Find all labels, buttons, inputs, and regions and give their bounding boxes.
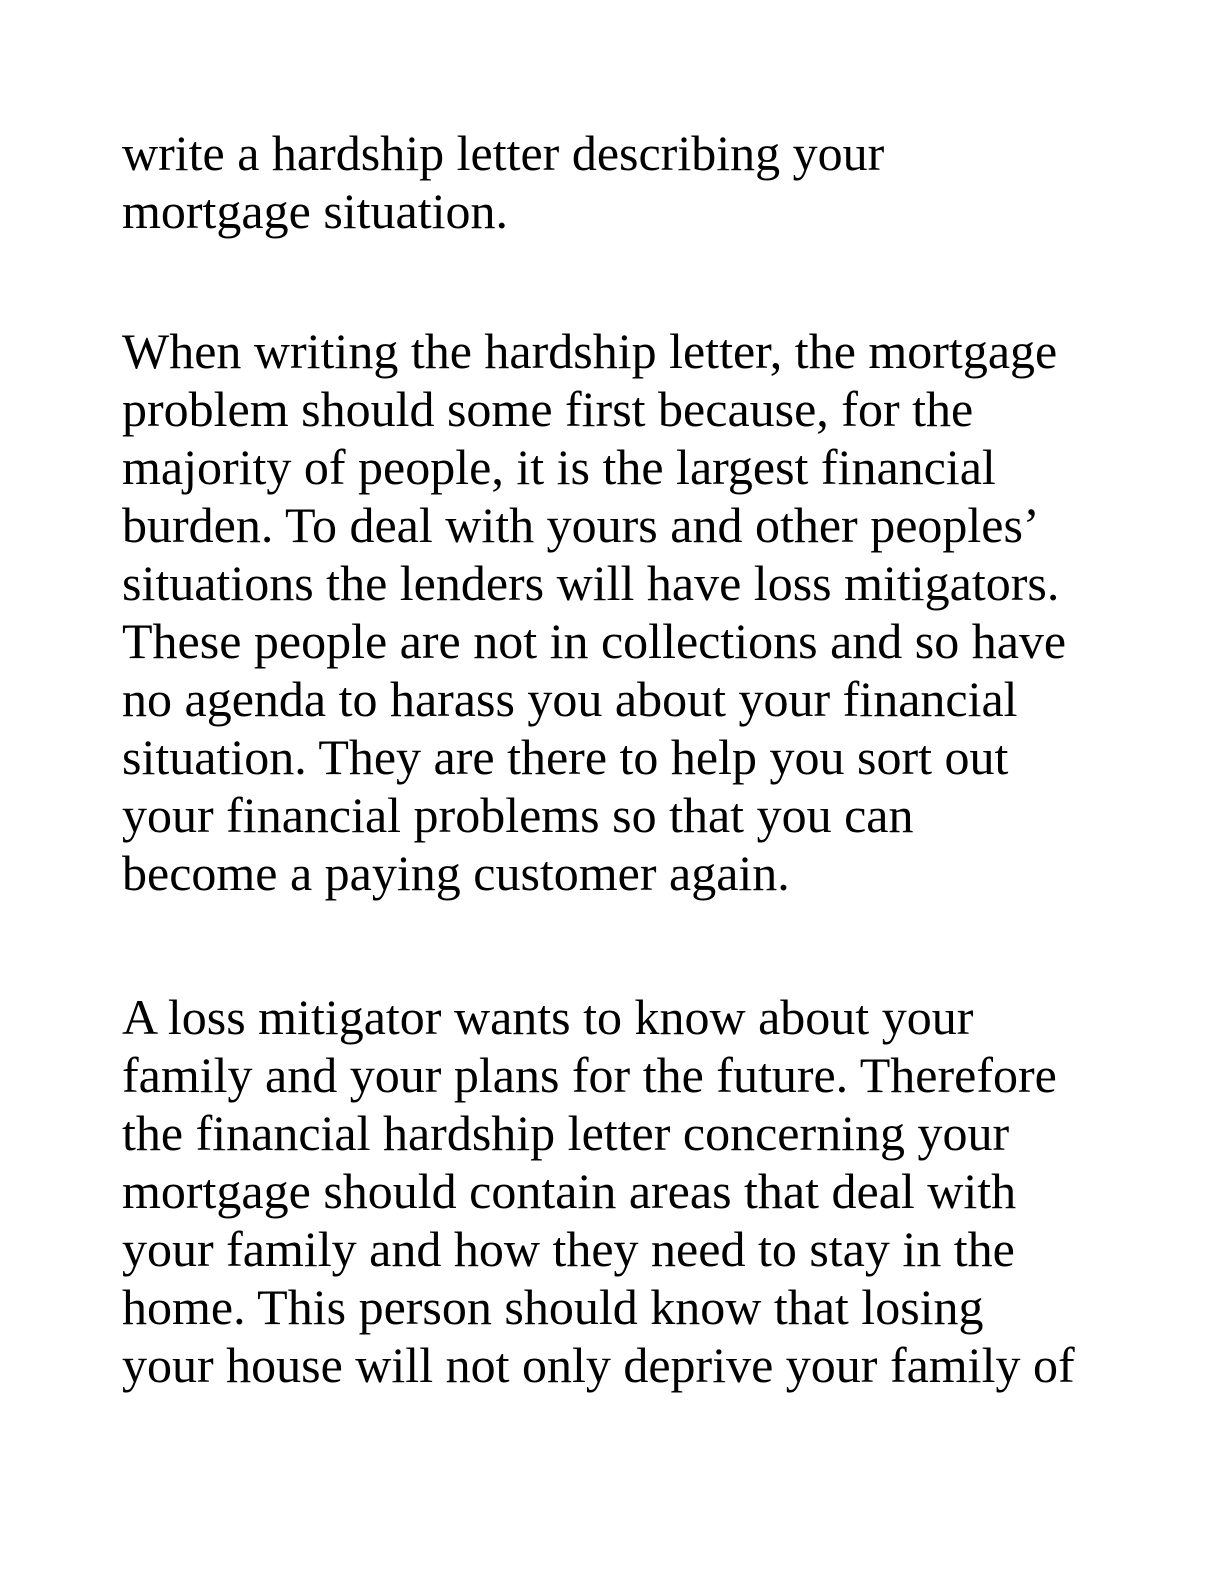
paragraph-line: home. This person should know that losing bbox=[122, 1279, 984, 1335]
paragraph-line: your family and how they need to stay in the bbox=[122, 1221, 1015, 1277]
paragraph-line: mortgage situation. bbox=[122, 183, 509, 239]
paragraph-line: your financial problems so that you can bbox=[122, 787, 914, 843]
paragraph-2 bbox=[122, 322, 1122, 902]
paragraph-line: the financial hardship letter concerning your bbox=[122, 1105, 1010, 1161]
paragraph-line: These people are not in collections and so have bbox=[122, 613, 1067, 669]
paragraph-line: become a paying customer again. bbox=[122, 845, 790, 901]
paragraph-line: A loss mitigator wants to know about your bbox=[122, 989, 974, 1045]
paragraph-line: no agenda to harass you about your financial bbox=[122, 671, 1018, 727]
paragraph-1 bbox=[122, 124, 1122, 240]
paragraph-line: your house will not only deprive your family of bbox=[122, 1337, 1075, 1393]
paragraph-line: situations the lenders will have loss mitigators. bbox=[122, 555, 1060, 611]
paragraph-line: When writing the hardship letter, the mortgage bbox=[122, 323, 1058, 379]
paragraph-line: problem should some first because, for the bbox=[122, 381, 974, 437]
paragraph-line: burden. To deal with yours and other peoples’ bbox=[122, 497, 1040, 553]
paragraph-3 bbox=[122, 988, 1122, 1394]
paragraph-line: situation. They are there to help you sort out bbox=[122, 729, 1009, 785]
paragraph-line: write a hardship letter describing your bbox=[122, 125, 885, 181]
paragraph-line: majority of people, it is the largest financial bbox=[122, 439, 996, 495]
paragraph-line: family and your plans for the future. Therefore bbox=[122, 1047, 1057, 1103]
paragraph-line: mortgage should contain areas that deal with bbox=[122, 1163, 1017, 1219]
